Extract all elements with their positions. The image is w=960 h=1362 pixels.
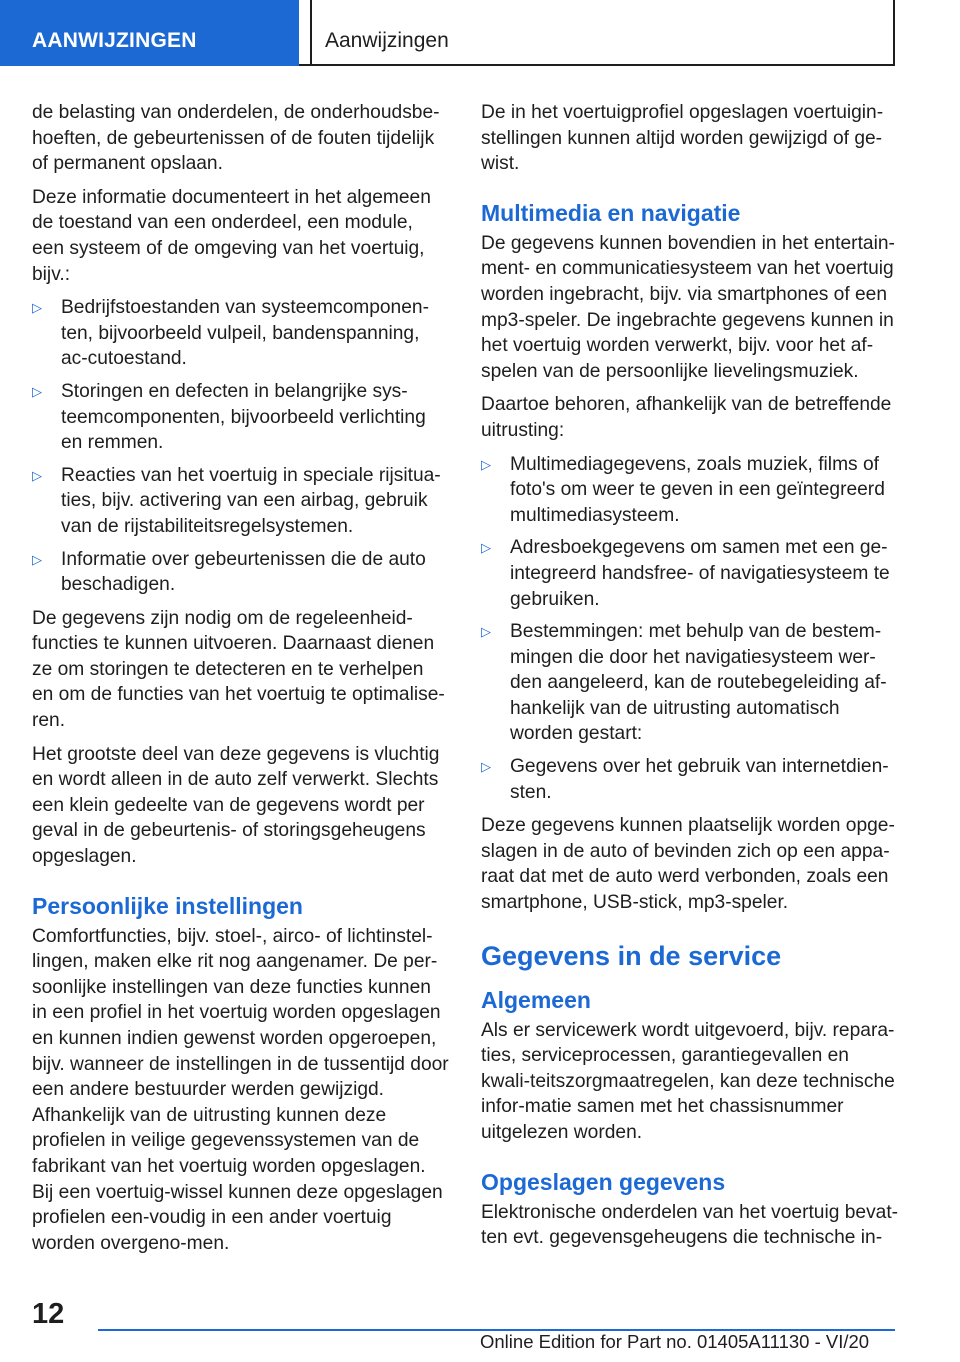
page-header-title: Aanwijzingen: [325, 29, 449, 52]
heading-gegevens-service: Gegevens in de service: [481, 940, 782, 971]
paragraph: Elektronische onderdelen van het voertuig bevat‐ten evt. gegevensgeheugens die technische in‐: [481, 1201, 899, 1249]
paragraph: Het grootste deel van deze gegevens is vluchtig en wordt alleen in de auto zelf verwerkt. Slechts een klein gedeelte van de gegevens wordt per geval in de gebeurtenis- of storingsgeheugens opgeslagen.: [32, 743, 440, 868]
triangle-bullet-icon: ▷: [32, 467, 42, 483]
paragraph: Als er servicewerk wordt uitgevoerd, bijv. repara‐ties, serviceprocessen, garantiegevallen en kwali‐teitszorgmaatregelen, kan deze technische infor‐matie samen met het chassisnummer uitgelezen worden.: [481, 1019, 895, 1143]
paragraph: de belasting van onderdelen, de onderhoudsbe‐hoeften, de gebeurtenissen of de fouten tijdelijk of permanent opslaan.: [32, 102, 440, 175]
left-column: [32, 100, 450, 1264]
triangle-bullet-icon: ▷: [32, 551, 42, 567]
heading-algemeen: Algemeen: [481, 986, 591, 1013]
triangle-bullet-icon: ▷: [481, 456, 491, 472]
list-item: ▷ Informatie over gebeurtenissen die de auto beschadigen.: [32, 548, 426, 596]
triangle-bullet-icon: ▷: [481, 759, 491, 775]
bullet-list: [481, 452, 899, 806]
triangle-bullet-icon: ▷: [481, 540, 491, 556]
list-item: ▷ Multimediagegevens, zoals muziek, films of foto's om weer te geven in een geïntegreerd multimediasysteem.: [481, 453, 885, 526]
list-item: ▷ Gegevens over het gebruik van internetdien‐sten.: [481, 756, 889, 803]
list-item: ▷ Reacties van het voertuig in speciale rijsitua‐ties, bijv. activering van een airbag, gebruik van de rijstabiliteitsregelsystemen.: [32, 464, 441, 537]
heading-multimedia: Multimedia en navigatie: [481, 199, 741, 226]
list-item: ▷ Storingen en defecten in belangrijke sys‐teemcomponenten, bijvoorbeeld verlichting en remmen.: [32, 380, 426, 454]
header-rule: [299, 64, 895, 66]
bullet-list: [32, 295, 450, 598]
triangle-bullet-icon: ▷: [32, 300, 42, 316]
right-column: [481, 100, 899, 1259]
paragraph: De gegevens zijn nodig om de regeleenheid‐functies te kunnen uitvoeren. Daarnaast dienen ze om storingen te detecteren en te verhelpen en om de functies van het voertuig te optimalise‐ren.: [32, 607, 445, 732]
paragraph: De in het voertuigprofiel opgeslagen voertuigin‐stellingen kunnen altijd worden gewijzigd of ge‐wist.: [481, 102, 884, 175]
header-divider: [310, 0, 312, 66]
section-tab: AANWIJZINGEN: [0, 0, 299, 66]
header-divider-right: [893, 0, 895, 66]
list-item: ▷ Bestemmingen: met behulp van de bestem‐mingen die door het navigatiesysteem wer‐den aangeleerd, kan de routebegeleiding af‐hankelijk van de uitrusting automatisch worden gestart:: [481, 621, 887, 745]
list-item: ▷ Bedrijfstoestanden van systeemcomponen‐ten, bijvoorbeeld vulpeil, bandenspanning, ac‐cutoestand.: [32, 297, 429, 370]
paragraph: Comfortfuncties, bijv. stoel-, airco- of lichtinstel‐lingen, maken elke rit nog aangenamer. De per‐soonlijke instellingen van deze functies kunnen in een profiel in het voertuig worden opgeslagen en kunnen indien gewenst worden opgeroepen, bijv. wanneer de instellingen in de tussentijd door een andere bestuurder werden gewijzigd. Afhankelijk van de uitrusting kunnen deze profielen in veilige gegevenssystemen van de fabrikant van het voertuig worden opgeslagen. Bij een voertuig‐wissel kunnen deze opgeslagen profielen een‐voudig in een ander voertuig worden overgeno‐men.: [32, 925, 449, 1254]
paragraph: Deze informatie documenteert in het algemeen de toestand van een onderdeel, een module, een systeem of de omgeving van het voertuig, bijv.:: [32, 186, 431, 285]
edition-footer: Online Edition for Part no. 01405A11130 - VI/20: [480, 1331, 870, 1352]
triangle-bullet-icon: ▷: [32, 383, 42, 399]
page-number: 12: [32, 1298, 65, 1330]
heading-opgeslagen-gegevens: Opgeslagen gegevens: [481, 1168, 726, 1195]
paragraph: Deze gegevens kunnen plaatselijk worden opge‐slagen in de auto of bevinden zich op een appa‐raat dat met de auto werd verbonden, zoals een smartphone, USB-stick, mp3-speler.: [481, 815, 895, 914]
paragraph: Daartoe behoren, afhankelijk van de betreffende uitrusting:: [481, 394, 892, 441]
heading-persoonlijke-instellingen: Persoonlijke instellingen: [32, 892, 303, 919]
triangle-bullet-icon: ▷: [481, 624, 491, 640]
paragraph: De gegevens kunnen bovendien in het entertain‐ment- en communicatiesysteem van het voertuig worden ingebracht, bijv. via smartphones of een mp3-speler. De ingebrachte gegevens kunnen in het voertuig worden verwerkt, bijv. voor het af‐spelen van de persoonlijke lievelingsmuziek.: [481, 232, 895, 382]
list-item: ▷ Adresboekgegevens om samen met een ge‐integreerd handsfree- of navigatiesysteem te gebruiken.: [481, 537, 890, 610]
